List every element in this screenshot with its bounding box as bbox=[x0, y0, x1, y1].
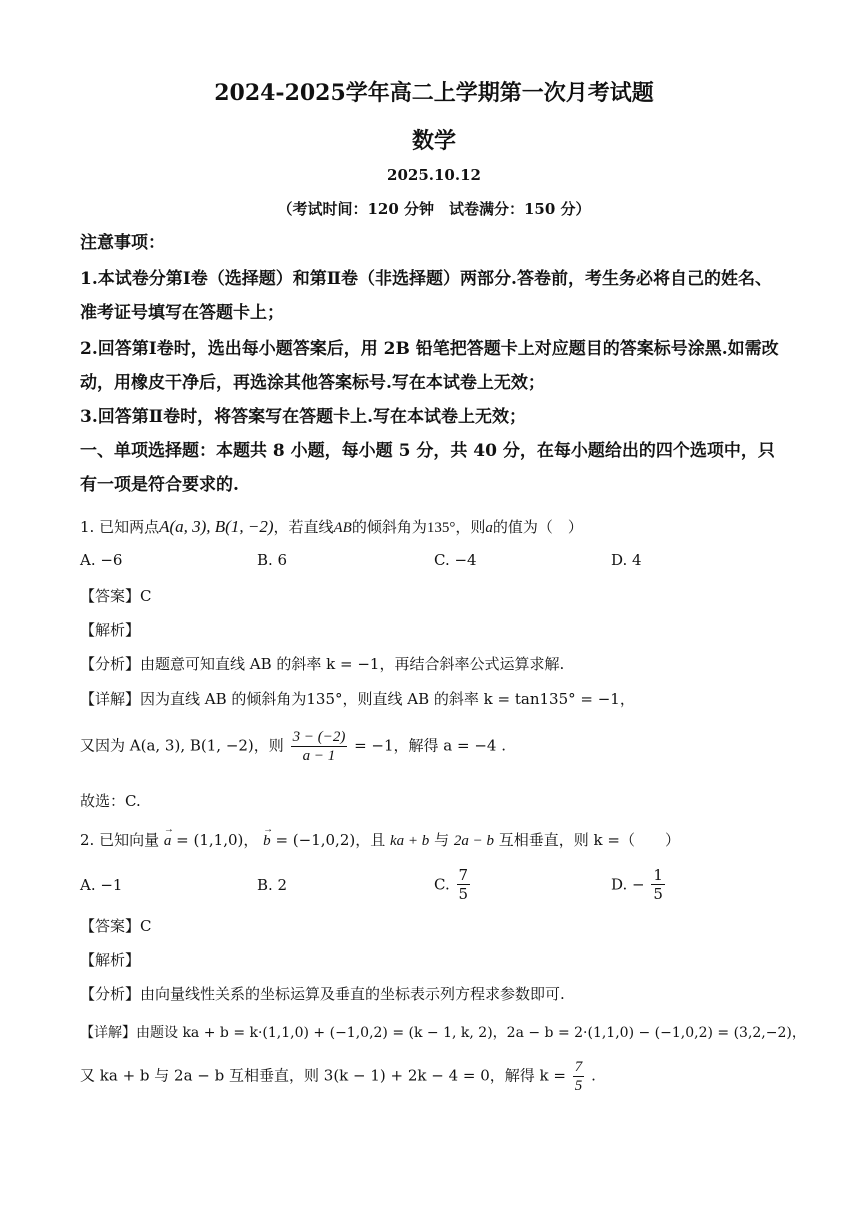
q1-mid3: ，则 bbox=[455, 518, 486, 536]
q2-option-d-fraction bbox=[651, 866, 665, 903]
q2-fraction-denominator: 5 bbox=[574, 1078, 583, 1094]
q1-detail2-prefix: 又因为 A(a, 3), B(1, −2)，则 bbox=[80, 736, 284, 755]
q1-stem bbox=[80, 516, 798, 539]
q2-mid: 与 bbox=[434, 831, 450, 849]
q2-option-a: A. −1 bbox=[80, 876, 123, 894]
q1-detail: 【详解】因为直线 AB 的倾斜角为135°，则直线 AB 的斜率 k = tan135° = −1， bbox=[80, 690, 635, 708]
q1-option-a: A. −6 bbox=[80, 551, 123, 569]
section-heading-a: 一、单项选择题：本题共 8 小题，每小题 5 分，共 40 分，在每小题给出的四个选项中，只 bbox=[80, 441, 775, 461]
q1-mid: ，若直线 bbox=[273, 518, 334, 536]
q1-option-d: D. 4 bbox=[611, 551, 642, 569]
q2-detail: 【详解】由题设 ka + b = k·(1,1,0) + (−1,0,2) = (k − 1, k, 2)，2a − b = 2·(1,1,0) − (−1,0,2) = (3,2,−2)， bbox=[80, 1025, 806, 1041]
q2-option-b: B. 2 bbox=[257, 876, 288, 894]
q1-detail2-suffix: = −1，解得 a = −4 . bbox=[354, 736, 507, 755]
notes-heading: 注意事项： bbox=[80, 233, 165, 253]
q1-mid2: 的倾斜角为 bbox=[351, 518, 427, 536]
q2-detail2-prefix: 又 ka + b 与 2a − b 互相垂直，则 3(k − 1) + 2k − 4 = 0，解得 k = bbox=[80, 1066, 566, 1085]
q2-vector-a: → a bbox=[164, 830, 172, 852]
q1-ab: AB bbox=[333, 520, 352, 536]
q2-option-c-num: 7 bbox=[458, 866, 469, 884]
q2-suffix: 互相垂直，则 k =（ ） bbox=[498, 831, 680, 849]
q2-option-d bbox=[611, 866, 667, 903]
q1-fraction bbox=[291, 728, 348, 765]
q2-option-d-num: 1 bbox=[653, 866, 663, 884]
section-heading-b: 有一项是符合要求的. bbox=[80, 475, 239, 495]
q1-option-c: C. −4 bbox=[434, 551, 477, 569]
q1-analysis-label: 【解析】 bbox=[80, 621, 141, 639]
q2-prefix: 2. 已知向量 bbox=[80, 831, 160, 849]
q1-answer: 【答案】C bbox=[80, 587, 152, 605]
q2-combo-1: ka + b bbox=[390, 833, 430, 849]
q1-suffix: 的值为（ ） bbox=[492, 518, 583, 536]
q2-fraction-numerator: 7 bbox=[574, 1059, 583, 1075]
q2-combo-2: 2a − b bbox=[453, 833, 494, 849]
q2-answer: 【答案】C bbox=[80, 917, 152, 935]
q2-a-value: = (1,1,0)， bbox=[176, 831, 259, 849]
q2-vector-b: → b bbox=[263, 830, 271, 852]
q1-points: A(a, 3), B(1, −2) bbox=[159, 517, 274, 536]
exam-title: 2024-2025学年高二上学期第一次月考试题 bbox=[214, 80, 654, 106]
q2-detail-2 bbox=[80, 1058, 798, 1102]
q2-analysis: 【分析】由向量线性关系的坐标运算及垂直的坐标表示列方程求参数即可. bbox=[80, 985, 565, 1003]
q2-stem bbox=[80, 829, 798, 852]
q2-option-c-label: C. bbox=[434, 875, 450, 894]
exam-date: 2025.10.12 bbox=[387, 166, 481, 184]
q2-option-d-label: D. − bbox=[611, 875, 645, 894]
subject-title: 数学 bbox=[411, 128, 456, 154]
q1-var: a bbox=[485, 520, 493, 536]
q2-analysis-label: 【解析】 bbox=[80, 951, 141, 969]
note-1a: 1.本试卷分第Ⅰ卷（选择题）和第Ⅱ卷（非选择题）两部分.答卷前，考生务必将自己的姓名、 bbox=[80, 269, 772, 289]
q1-option-b: B. 6 bbox=[257, 551, 288, 569]
q1-prefix: 1. 已知两点 bbox=[80, 518, 160, 536]
q1-angle: 135° bbox=[426, 520, 456, 536]
q2-option-c bbox=[434, 866, 472, 903]
q2-option-c-den: 5 bbox=[458, 885, 469, 903]
note-1b: 准考证号填写在答题卡上； bbox=[80, 303, 284, 323]
q1-fraction-numerator: 3 − (−2) bbox=[292, 729, 346, 745]
note-2b: 动，用橡皮干净后，再选涂其他答案标号.写在本试卷上无效； bbox=[80, 373, 545, 393]
q2-option-d-den: 5 bbox=[653, 885, 663, 903]
q2-b-value: = (−1,0,2)，且 bbox=[275, 831, 386, 849]
q1-fraction-denominator: a − 1 bbox=[302, 748, 336, 764]
note-2a: 2.回答第Ⅰ卷时，选出每小题答案后，用 2B 铅笔把答题卡上对应题目的答案标号涂黑.如需改 bbox=[80, 339, 779, 359]
q2-option-c-fraction bbox=[457, 866, 471, 903]
q2-fraction bbox=[573, 1058, 585, 1095]
q1-analysis: 【分析】由题意可知直线 AB 的斜率 k = −1，再结合斜率公式运算求解. bbox=[80, 655, 565, 673]
note-3: 3.回答第Ⅱ卷时，将答案写在答题卡上.写在本试卷上无效； bbox=[80, 407, 526, 427]
exam-info: （考试时间：120 分钟 试卷满分：150 分） bbox=[277, 200, 591, 218]
q1-detail-2 bbox=[80, 728, 798, 772]
q2-detail2-suffix: . bbox=[591, 1066, 596, 1085]
q1-choose: 故选：C. bbox=[80, 792, 141, 810]
